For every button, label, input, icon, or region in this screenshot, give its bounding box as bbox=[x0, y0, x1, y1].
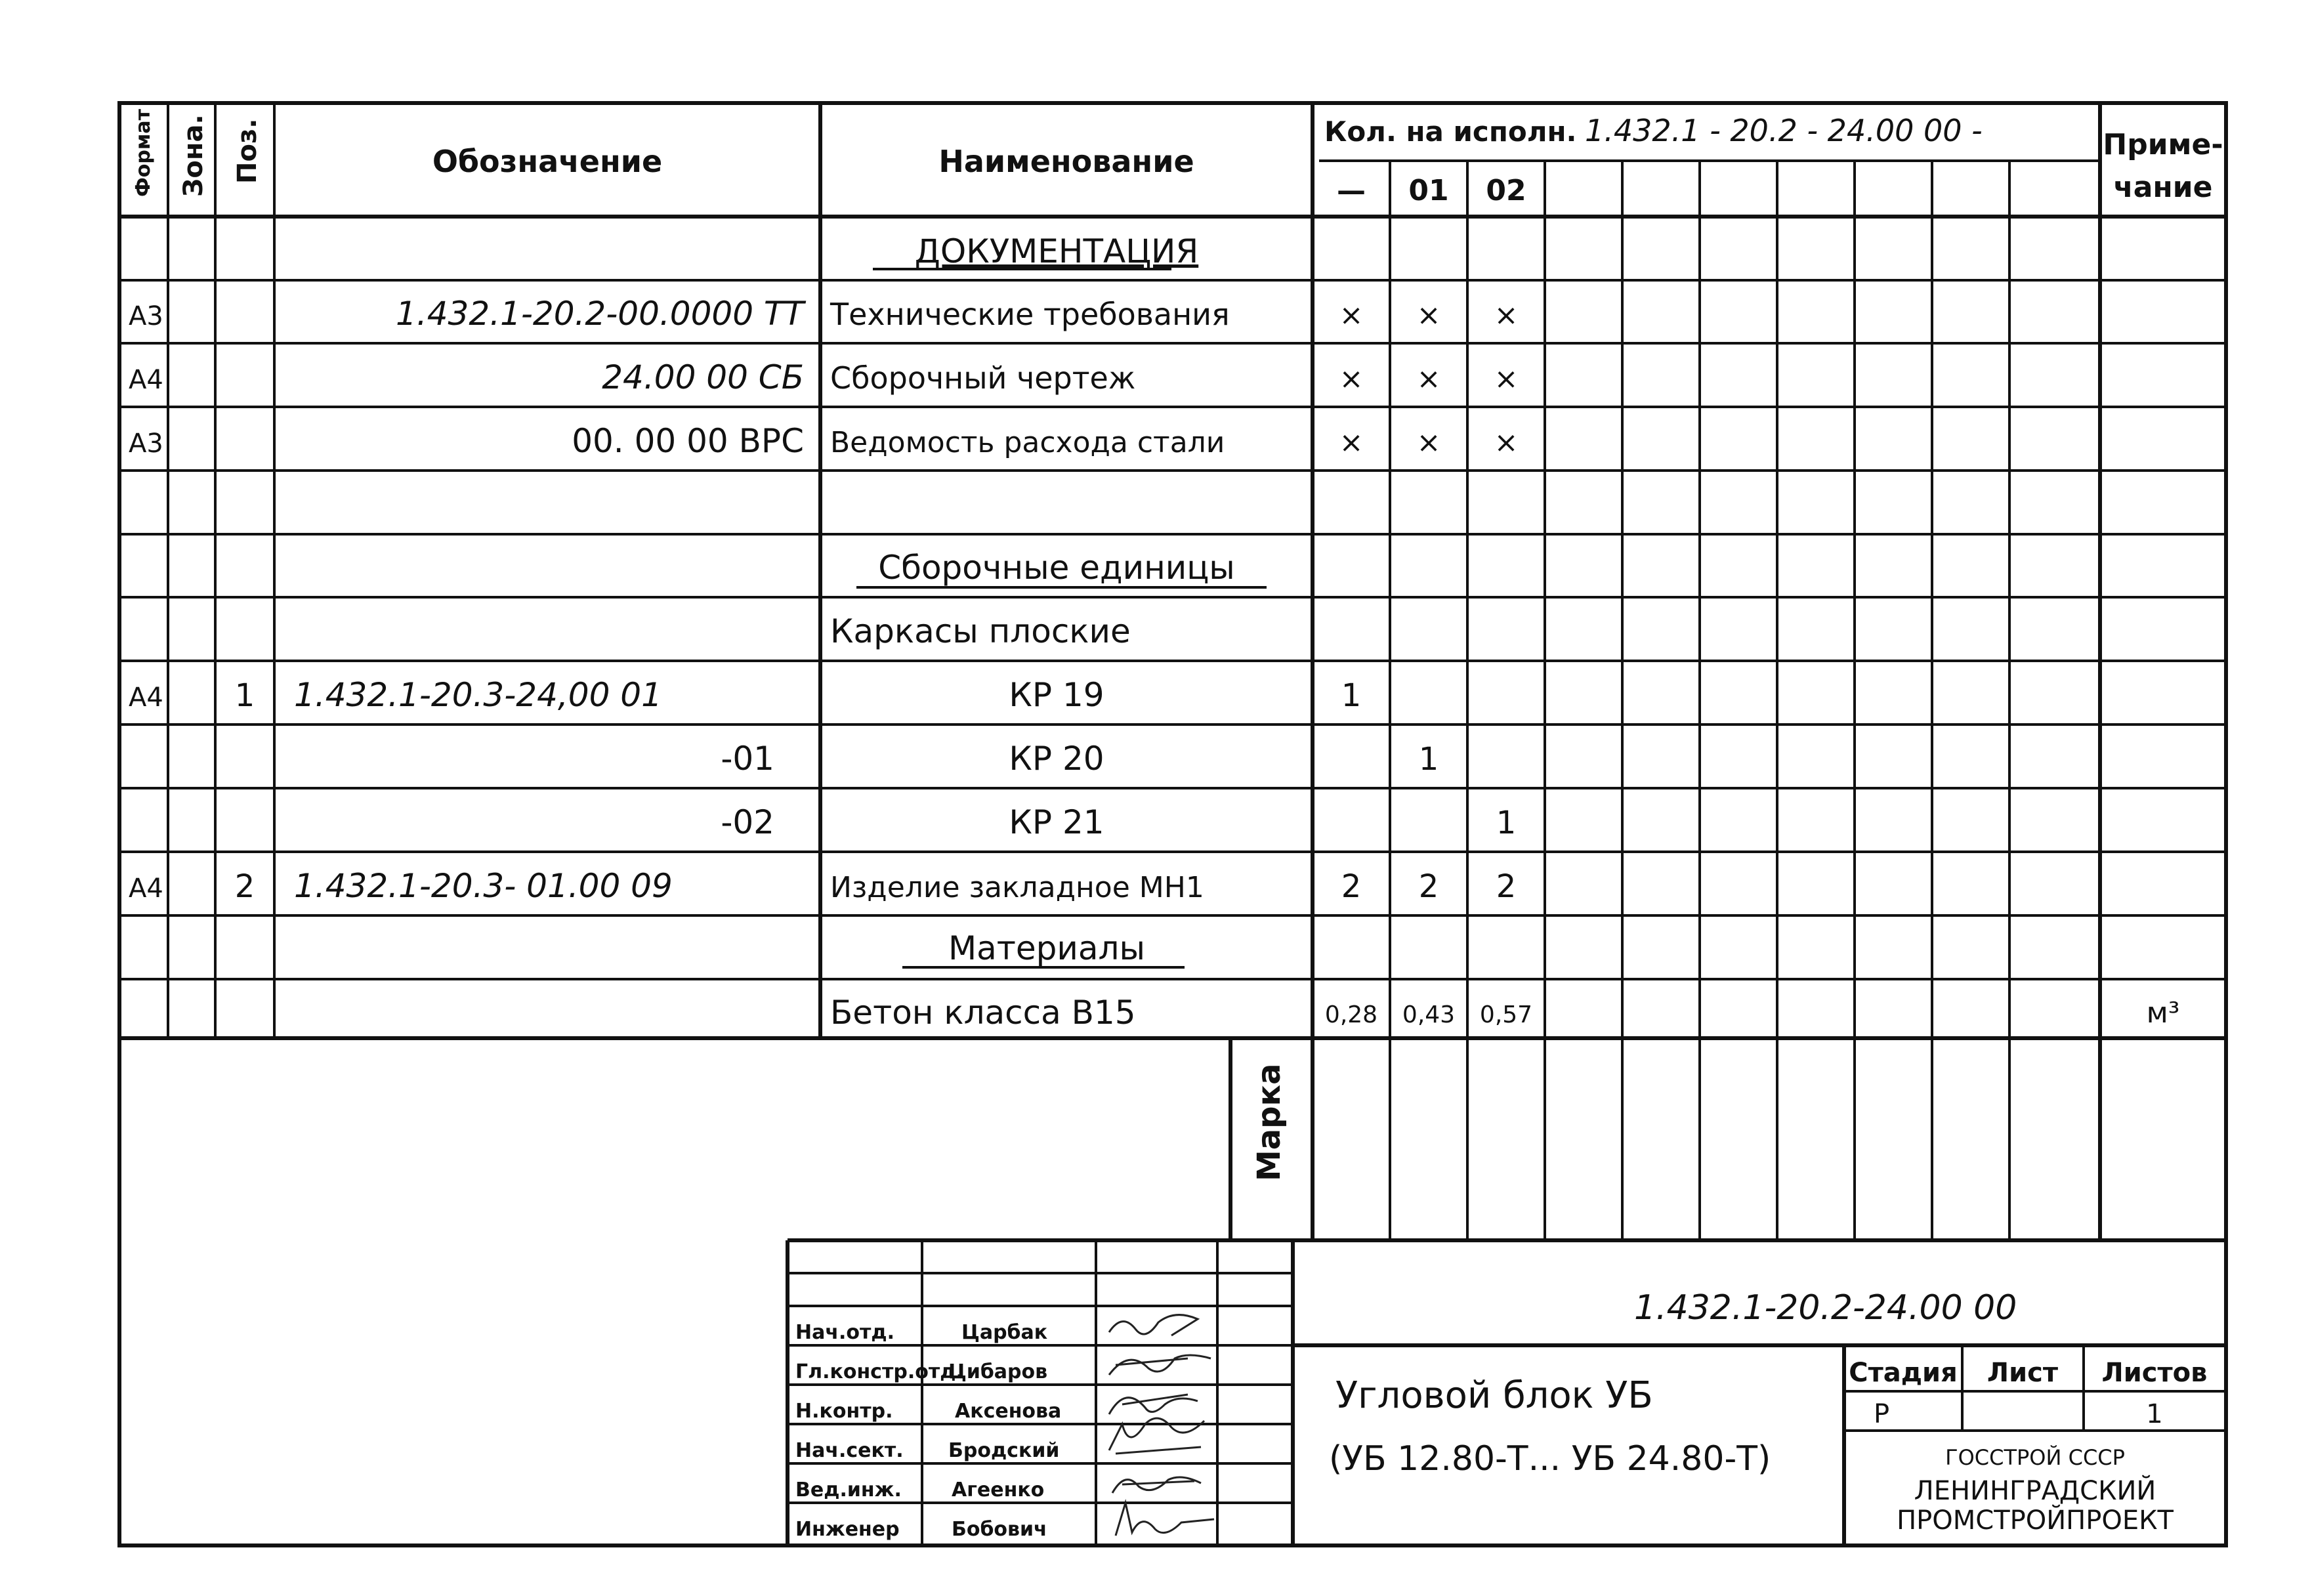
qty-cell: 2 bbox=[1341, 868, 1362, 905]
stage-label: Стадия bbox=[1849, 1358, 1958, 1388]
header-pos: Поз. bbox=[232, 118, 263, 184]
person-name: Аксенова bbox=[955, 1400, 1062, 1423]
row-designation: 1.432.1-20.2-00.0000 ТТ bbox=[396, 295, 804, 333]
header-qty-code: 1.432.1 - 20.2 - 24.00 00 - bbox=[1585, 113, 1983, 148]
marka-label: Марка bbox=[1251, 1063, 1288, 1181]
row-format: А3 bbox=[129, 301, 163, 331]
row-designation: 24.00 00 СБ bbox=[602, 358, 804, 396]
doc-title: Угловой блок УБ bbox=[1335, 1374, 1653, 1417]
row-format: А4 bbox=[129, 873, 163, 904]
row-designation: 1.432.1-20.3-24,00 01 bbox=[294, 676, 662, 714]
header-variant-base: — bbox=[1337, 174, 1366, 207]
header-format: Формат bbox=[132, 109, 155, 197]
row-designation: -02 bbox=[721, 803, 774, 841]
doc-subtitle: (УБ 12.80-Т... УБ 24.80-Т) bbox=[1329, 1439, 1771, 1479]
person-name: Бобович bbox=[952, 1518, 1047, 1541]
row-name: Технические требования bbox=[830, 297, 1230, 332]
qty-cell: × bbox=[1339, 426, 1364, 459]
header-note-2: чание bbox=[2113, 171, 2213, 204]
qty-cell: × bbox=[1494, 426, 1519, 459]
row-format: А4 bbox=[129, 365, 163, 395]
role-label: Инженер bbox=[795, 1518, 900, 1541]
sheet-label: Лист bbox=[1986, 1358, 2059, 1388]
qty-cell: × bbox=[1339, 299, 1364, 332]
header-zone: Зона. bbox=[179, 114, 209, 197]
qty-cell: 1 bbox=[1496, 805, 1517, 841]
qty-cell: × bbox=[1494, 362, 1519, 396]
role-label: Н.контр. bbox=[795, 1400, 893, 1423]
section-title: Сборочные единицы bbox=[878, 549, 1235, 587]
header-qty-label: Кол. на исполн. bbox=[1324, 116, 1577, 148]
doc-code: 1.432.1-20.2-24.00 00 bbox=[1634, 1288, 2017, 1328]
qty-cell: 0,57 bbox=[1479, 1001, 1533, 1028]
row-name: КР 21 bbox=[1009, 803, 1104, 841]
row-name: Каркасы плоские bbox=[830, 612, 1131, 650]
row-format: А4 bbox=[129, 682, 163, 713]
header-designation: Обозначение bbox=[432, 144, 663, 179]
row-note: м³ bbox=[2146, 996, 2180, 1030]
role-label: Вед.инж. bbox=[795, 1479, 902, 1502]
row-name: Изделие закладное МН1 bbox=[830, 871, 1204, 904]
qty-cell: 2 bbox=[1418, 868, 1439, 905]
role-label: Нач.отд. bbox=[795, 1321, 894, 1344]
table-header bbox=[132, 108, 2223, 207]
person-name: Цибаров bbox=[948, 1360, 1048, 1383]
row-pos: 1 bbox=[234, 677, 255, 714]
qty-cell: 1 bbox=[1418, 741, 1439, 778]
qty-cell: × bbox=[1494, 299, 1519, 332]
sheets-value: 1 bbox=[2146, 1399, 2163, 1429]
section-title: ДОКУМЕНТАЦИЯ bbox=[914, 232, 1199, 270]
org-name-2: ПРОМСТРОЙПРОЕКТ bbox=[1897, 1505, 2174, 1536]
person-name: Царбак bbox=[961, 1321, 1048, 1344]
person-name: Агеенко bbox=[952, 1479, 1045, 1502]
qty-cell: × bbox=[1339, 362, 1364, 396]
section-title: Материалы bbox=[948, 929, 1145, 967]
row-name: Бетон класса В15 bbox=[830, 994, 1136, 1032]
row-name: Ведомость расхода стали bbox=[830, 426, 1225, 459]
qty-cell: 1 bbox=[1341, 677, 1362, 714]
row-name: КР 20 bbox=[1009, 740, 1104, 778]
qty-cell: × bbox=[1416, 299, 1441, 332]
qty-cell: × bbox=[1416, 426, 1441, 459]
qty-cell: 0,43 bbox=[1402, 1001, 1456, 1028]
qty-cell: 2 bbox=[1496, 868, 1517, 905]
row-designation: 00. 00 00 ВРС bbox=[572, 422, 804, 460]
qty-cell: × bbox=[1416, 362, 1441, 396]
row-name: КР 19 bbox=[1009, 676, 1104, 714]
table-body bbox=[129, 232, 2179, 1032]
row-designation: -01 bbox=[721, 740, 774, 778]
org-ministry: ГОССТРОЙ СССР bbox=[1945, 1445, 2125, 1470]
person-name: Бродский bbox=[948, 1439, 1060, 1462]
sheets-label: Листов bbox=[2101, 1358, 2208, 1388]
header-note-1: Приме- bbox=[2103, 128, 2223, 161]
qty-cell: 0,28 bbox=[1324, 1001, 1378, 1028]
row-name: Сборочный чертеж bbox=[830, 360, 1136, 396]
row-pos: 2 bbox=[234, 868, 255, 905]
header-variant-02: 02 bbox=[1486, 174, 1526, 207]
org-name-1: ЛЕНИНГРАДСКИЙ bbox=[1914, 1476, 2156, 1506]
role-label: Гл.констр.отд. bbox=[795, 1360, 963, 1383]
row-format: А3 bbox=[129, 429, 163, 459]
header-variant-01: 01 bbox=[1408, 174, 1449, 207]
stage-value: Р bbox=[1874, 1399, 1890, 1429]
header-name: Наименование bbox=[938, 144, 1194, 179]
row-designation: 1.432.1-20.3- 01.00 09 bbox=[294, 867, 673, 905]
role-label: Нач.сект. bbox=[795, 1439, 904, 1462]
